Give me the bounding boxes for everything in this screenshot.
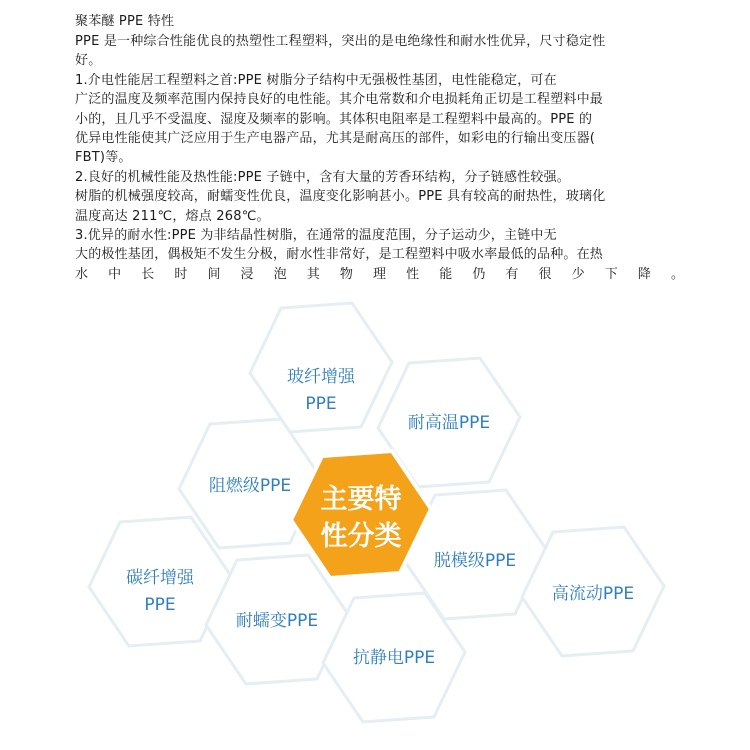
hex-flame-retardant-label: 阻燃级PPE [208, 476, 292, 496]
intro-line-1: PPE 是一种综合性能优良的热塑性工程塑料，突出的是电绝缘性和耐水性优异，尺寸稳定性 [75, 34, 606, 49]
hex-antistatic-label: 抗静电PPE [352, 648, 436, 668]
hex-carbon-fiber-label-2: PPE [144, 595, 176, 615]
section1-line-1: 1.介电性能居工程塑料之首:PPE 树脂分子结构中无强极性基团，电性能稳定，可在 [75, 72, 557, 88]
hex-carbon-fiber-label-1: 碳纤增强 [126, 568, 194, 588]
section1-line-5: FBT)等。 [75, 150, 132, 166]
hex-mold-release-label: 脱模级PPE [433, 551, 517, 571]
section2-line-1: 2.良好的机械性能及热性能:PPE 子链中，含有大量的芳香环结构，分子链感性较强。 [75, 169, 571, 185]
article-title: 聚苯醚 PPE 特性 [75, 14, 175, 29]
section1-line-4: 优异电性能使其广泛应用于生产电器产品，尤其是耐高压的部件，如彩电的行输出变压器( [75, 131, 596, 147]
hex-high-temperature-label: 耐高温PPE [407, 413, 491, 433]
center-label-line-1: 主要特 [320, 484, 402, 515]
section1-line-2: 广泛的温度及频率范围内保持良好的电性能。其介电常数和介电损耗角正切是工程塑料中最 [75, 92, 604, 108]
section3-line-1: 3.优异的耐水性:PPE 为非结晶性树脂，在通常的温度范围，分子运动少，主链中无 [75, 228, 557, 244]
center-label-line-2: 性分类 [320, 521, 402, 552]
hex-glass-fiber-label-2: PPE [305, 394, 337, 414]
section1-line-3: 小的，且几乎不受温度、湿度及频率的影响。其体积电阻率是工程塑料中最高的。PPE 的 [75, 111, 593, 127]
hex-high-flow-label: 高流动PPE [551, 584, 635, 604]
section3-line-2: 大的极性基团，偶极矩不发生分极，耐水性非常好，是工程塑料中吸水率最低的品种。在热 [75, 247, 604, 263]
section3-line-3: 水中长时间浸泡其物理性能仍有很少下降。 [75, 266, 685, 282]
hex-glass-fiber-reinforced [250, 303, 392, 432]
hex-creep-resistant-label: 耐蠕变PPE [235, 611, 319, 631]
hex-glass-fiber-label-1: 玻纤增强 [287, 367, 355, 387]
section2-line-2: 树脂的机械强度较高，耐蠕变性优良，温度变化影响甚小。PPE 具有较高的耐热性，玻璃化 [75, 189, 606, 205]
intro-line-2: 好。 [75, 53, 102, 69]
section2-line-3: 温度高达 211℃，熔点 268℃。 [75, 208, 270, 224]
